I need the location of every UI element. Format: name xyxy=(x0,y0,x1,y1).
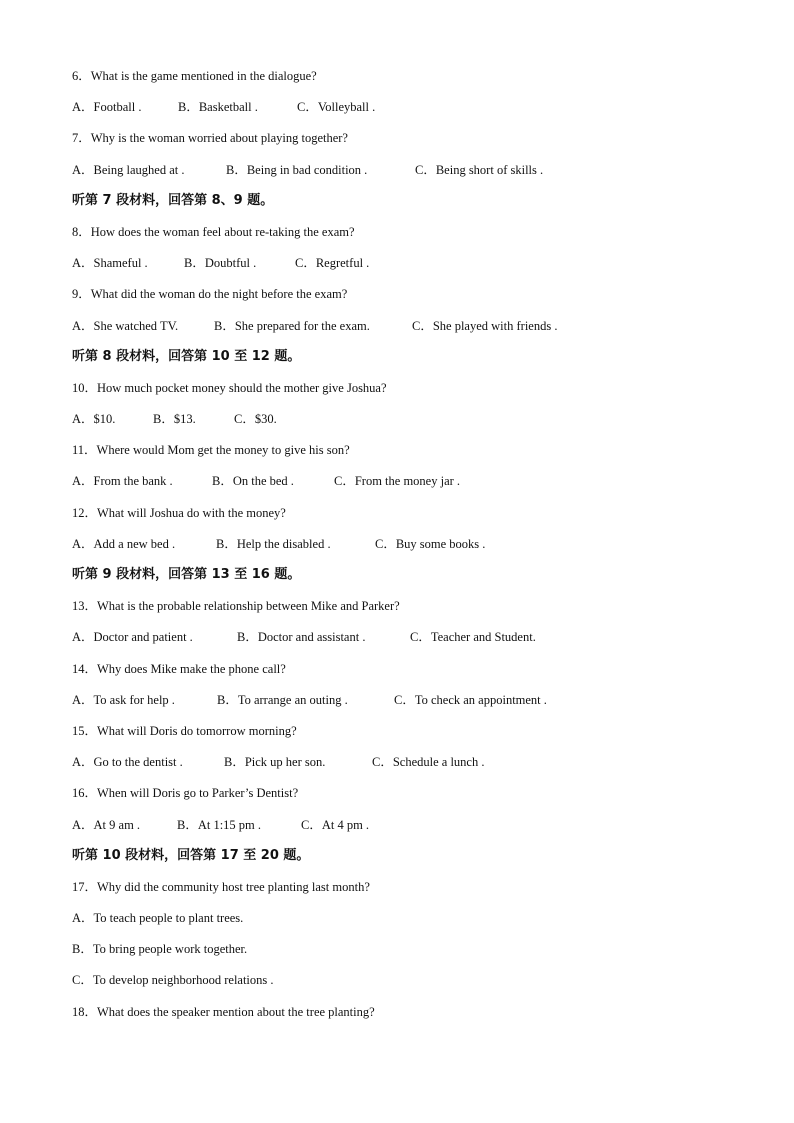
option-a: A．Football . xyxy=(72,100,142,115)
option-b: B．Doubtful . xyxy=(184,256,257,271)
section-heading-9: 听第 9 段材料，回答第 13 至 16 题。 xyxy=(72,567,301,582)
option-c: C．She played with friends . xyxy=(412,318,558,333)
question-9: 9．What did the woman do the night before the exam? xyxy=(72,287,348,302)
options-10 xyxy=(72,407,732,438)
option-a: A．Add a new bed . xyxy=(72,536,176,551)
question-13: 13．What is the probable relationship between Mike and Parker? xyxy=(72,599,400,614)
options-8 xyxy=(72,251,732,282)
option-a: A．At 9 am . xyxy=(72,817,141,832)
question-10: 10．How much pocket money should the mother give Joshua? xyxy=(72,380,387,395)
question-8: 8．How does the woman feel about re-taking the exam? xyxy=(72,224,355,239)
options-15 xyxy=(72,750,732,781)
question-15: 15．What will Doris do tomorrow morning? xyxy=(72,723,297,738)
option-a: A．$10. xyxy=(72,412,116,427)
option-b: B．Basketball . xyxy=(178,100,258,115)
option-c: C．$30. xyxy=(234,412,277,427)
options-14 xyxy=(72,688,732,719)
option-a: A．She watched TV. xyxy=(72,318,179,333)
options-6 xyxy=(72,95,732,126)
options-13 xyxy=(72,625,732,656)
option-c: C．At 4 pm . xyxy=(301,817,370,832)
option-c: C．Teacher and Student. xyxy=(410,630,536,645)
option-b: B．$13. xyxy=(153,412,196,427)
option-b: B．To arrange an outing . xyxy=(217,692,348,707)
options-9 xyxy=(72,314,732,345)
option-a: A．Doctor and patient . xyxy=(72,630,193,645)
option-c: C．From the money jar . xyxy=(334,474,461,489)
option-a: A．Shameful . xyxy=(72,256,148,271)
question-6: 6．What is the game mentioned in the dialogue? xyxy=(72,69,317,83)
question-11: 11．Where would Mom get the money to give his son? xyxy=(72,443,350,458)
option-c: C．Volleyball . xyxy=(297,100,376,115)
option-c: C．To check an appointment . xyxy=(394,692,547,707)
option-c: C．Being short of skills . xyxy=(415,162,544,177)
option-c: C．To develop neighborhood relations . xyxy=(72,973,274,988)
option-c: C．Buy some books . xyxy=(375,536,486,551)
option-a: A．From the bank . xyxy=(72,474,173,489)
section-heading-7: 听第 7 段材料，回答第 8、9 题。 xyxy=(72,192,274,208)
option-a: A．Being laughed at . xyxy=(72,162,185,177)
option-a: A．Go to the dentist . xyxy=(72,755,183,770)
options-7 xyxy=(72,158,732,189)
question-16: 16．When will Doris go to Parker’s Dentist? xyxy=(72,786,299,801)
section-heading-8: 听第 8 段材料，回答第 10 至 12 题。 xyxy=(72,348,301,364)
option-b: B．Doctor and assistant . xyxy=(237,630,366,645)
question-17: 17．Why did the community host tree planting last month? xyxy=(72,879,370,894)
options-11 xyxy=(72,469,732,500)
option-b: B．Help the disabled . xyxy=(216,536,331,551)
option-c: C．Regretful . xyxy=(295,256,370,271)
option-b: B．On the bed . xyxy=(212,474,294,489)
question-7: 7．Why is the woman worried about playing together? xyxy=(72,131,348,146)
option-a: A．To teach people to plant trees. xyxy=(72,911,244,926)
question-18: 18．What does the speaker mention about the tree planting? xyxy=(72,1004,375,1019)
option-b: B．At 1:15 pm . xyxy=(177,817,262,832)
options-12 xyxy=(72,532,732,563)
option-b: B．She prepared for the exam. xyxy=(214,318,370,333)
document-page xyxy=(72,64,732,1031)
section-heading-10: 听第 10 段材料，回答第 17 至 20 题。 xyxy=(72,847,310,863)
question-12: 12．What will Joshua do with the money? xyxy=(72,505,286,520)
option-b: B．Pick up her son. xyxy=(224,755,326,770)
options-16 xyxy=(72,813,732,844)
option-c: C．Schedule a lunch . xyxy=(372,755,485,770)
option-b: B．Being in bad condition . xyxy=(226,162,368,177)
question-14: 14．Why does Mike make the phone call? xyxy=(72,661,286,676)
option-a: A．To ask for help . xyxy=(72,692,175,707)
option-b: B．To bring people work together. xyxy=(72,942,248,957)
